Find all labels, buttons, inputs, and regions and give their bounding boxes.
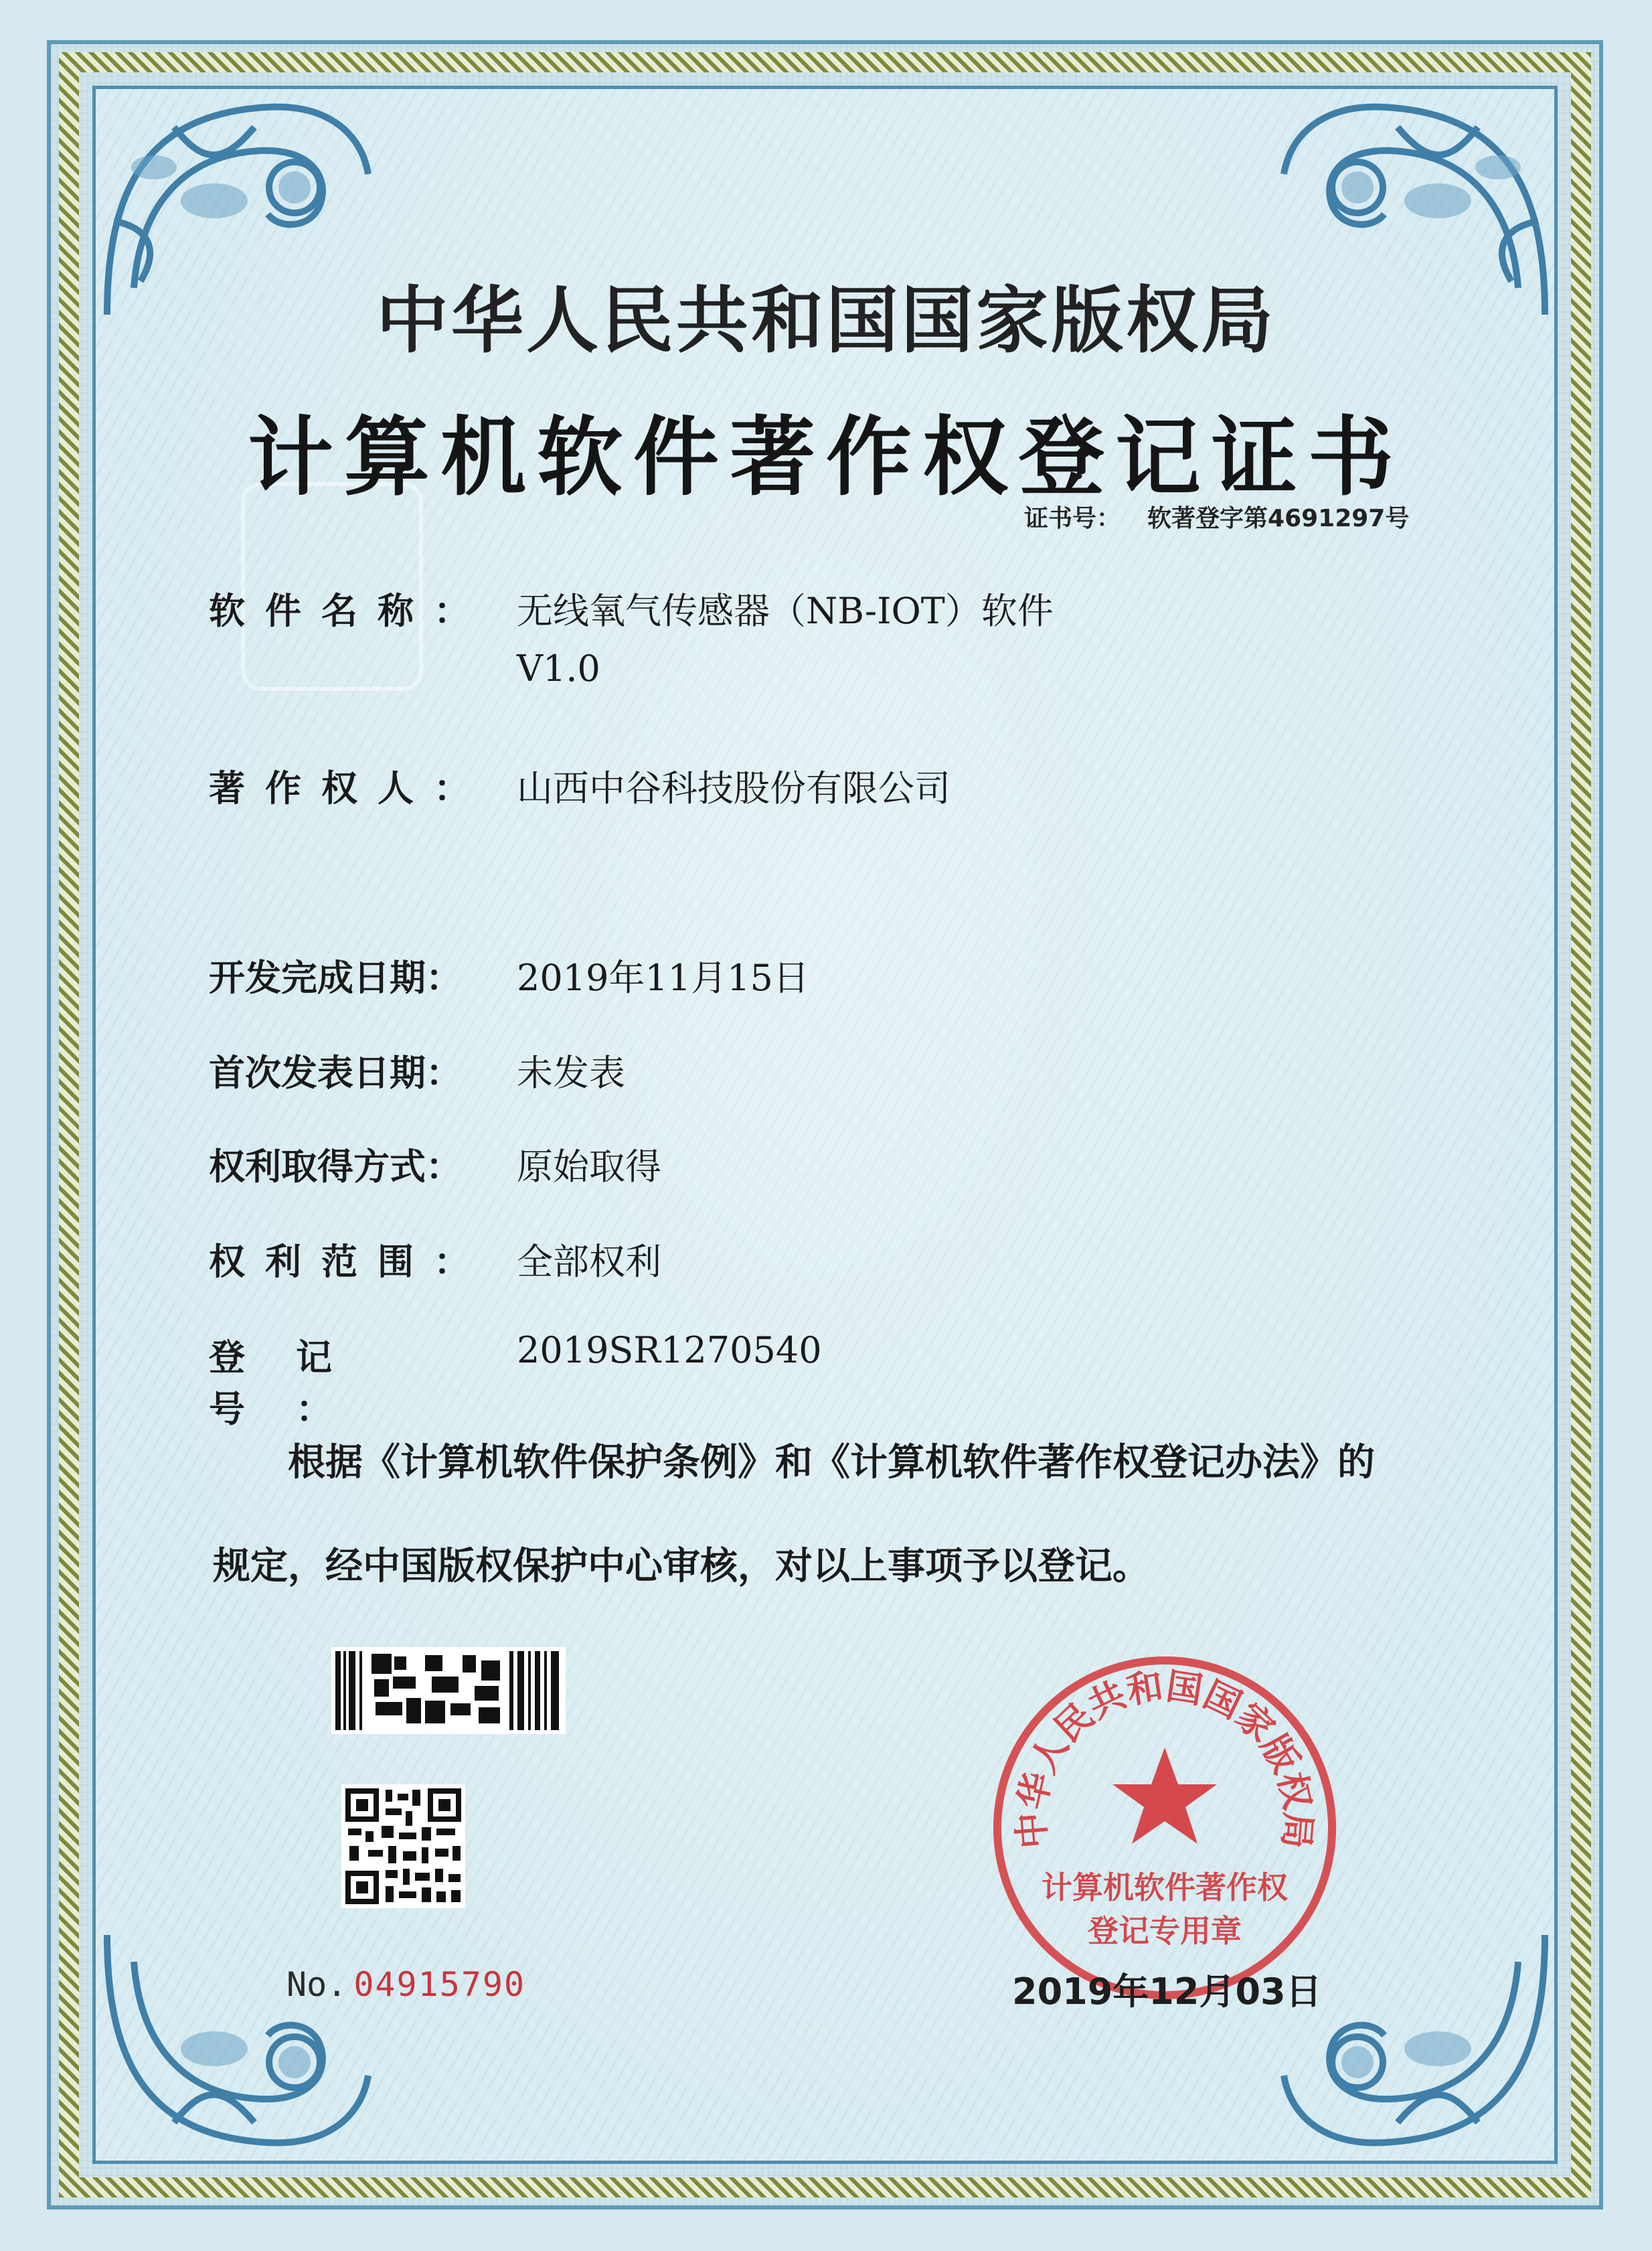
serial-number	[286, 1965, 525, 2004]
seal-star-icon	[1112, 1748, 1217, 1844]
field-value: 2019SR1270540	[517, 1329, 822, 1371]
field-label: 权利取得方式：	[209, 1146, 462, 1188]
barcode	[331, 1647, 566, 1734]
field-development-date	[209, 949, 809, 1001]
field-registration-number	[209, 1329, 822, 1432]
serial-value: 04915790	[353, 1965, 526, 2004]
certificate-number-label: 证书号：	[1024, 505, 1121, 532]
field-label: 登记号：	[209, 1336, 383, 1430]
field-label: 著作权人：	[209, 767, 490, 809]
field-value: 山西中谷科技股份有限公司	[517, 767, 951, 809]
official-seal	[984, 1647, 1345, 2009]
field-label: 首次发表日期：	[209, 1052, 462, 1094]
issue-date: 2019年12月03日	[1012, 1970, 1322, 2013]
field-copyright-owner	[209, 760, 951, 811]
certificate-number	[1024, 499, 1409, 534]
field-label: 软件名称：	[209, 590, 490, 632]
certificate-title: 计算机软件著作权登记证书	[247, 407, 1404, 508]
field-acquisition-method	[209, 1138, 661, 1190]
software-version: V1.0	[517, 647, 600, 690]
field-rights-scope	[209, 1233, 661, 1285]
field-value: 原始取得	[517, 1146, 661, 1188]
serial-prefix: No.	[286, 1965, 347, 2004]
statement-line-1: 根据《计算机软件保护条例》和《计算机软件著作权登记办法》的	[288, 1441, 1375, 1484]
field-value: 全部权利	[517, 1241, 661, 1283]
issuing-agency: 中华人民共和国国家版权局	[376, 279, 1276, 363]
corner-ornament-bottom-left	[94, 1922, 382, 2163]
field-publication-date	[209, 1044, 625, 1096]
field-label: 权利范围：	[209, 1241, 490, 1283]
field-value: 未发表	[517, 1052, 625, 1094]
statement-line-2: 规定，经中国版权保护中心审核，对以上事项予以登记。	[213, 1545, 1150, 1588]
field-software-name	[209, 583, 1054, 690]
certificate-number-value: 软著登字第4691297号	[1147, 505, 1410, 532]
seal-ring-text: 中华人民共和国国家版权局	[1009, 1664, 1320, 1851]
field-value	[517, 583, 1054, 690]
software-name-line1: 无线氧气传感器（NB-IOT）软件	[517, 590, 1054, 632]
seal-line-1: 计算机软件著作权	[1042, 1869, 1288, 1906]
field-label: 开发完成日期：	[209, 957, 462, 999]
qr-code	[341, 1784, 465, 1908]
seal-line-2: 登记专用章	[1088, 1913, 1242, 1949]
field-value: 2019年11月15日	[517, 957, 809, 999]
